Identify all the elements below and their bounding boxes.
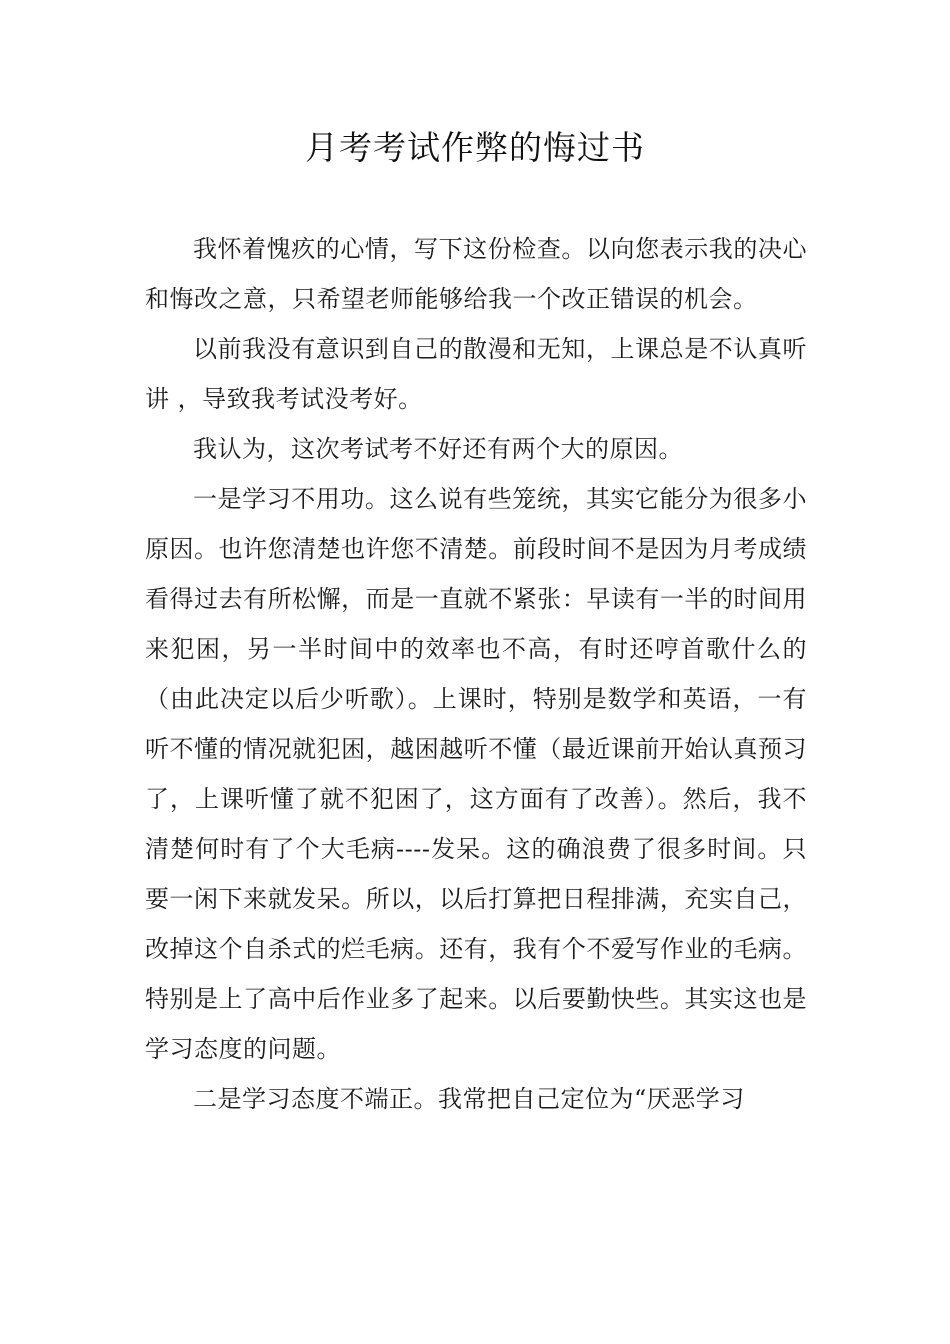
document-body — [145, 224, 807, 1124]
document-title: 月考考试作弊的悔过书 — [305, 128, 645, 167]
paragraph-1: 我怀着愧疚的心情，写下这份检查。以向您表示我的决心和悔改之意，只希望老师能够给我一个改正错误的机会。 — [145, 235, 807, 313]
paragraph-2: 以前我没有意识到自己的散漫和无知，上课总是不认真听讲 ，导致我考试没考好。 — [145, 335, 807, 413]
paragraph-5: 二是学习态度不端正。我常把自己定位为“厌恶学习 — [193, 1085, 745, 1113]
paragraph-3: 我认为，这次考试考不好还有两个大的原因。 — [193, 435, 683, 463]
paragraph-4: 一是学习不用功。这么说有些笼统，其实它能分为很多小原因。也许您清楚也许您不清楚。前段时间不是因为月考成绩看得过去有所松懈，而是一直就不紧张：早读有一半的时间用来犯困，另一半时间中的效率也不高，有时还哼首歌什么的（由此决定以后少听歌）。上课时，特别是数学和英语，一有听不懂的情况就犯困，越困越听不懂（最近课前开始认真预习了，上课听懂了就不犯困了，这方面有了改善）。然后，我不清楚何时有了个大毛病----发呆。这的确浪费了很多时间。只要一闲下来就发呆。所以，以后打算把日程排满，充实自己，改掉这个自杀式的烂毛病。还有，我有个不爱写作业的毛病。特别是上了高中后作业多了起来。以后要勤快些。其实这也是学习态度的问题。 — [145, 485, 807, 1063]
